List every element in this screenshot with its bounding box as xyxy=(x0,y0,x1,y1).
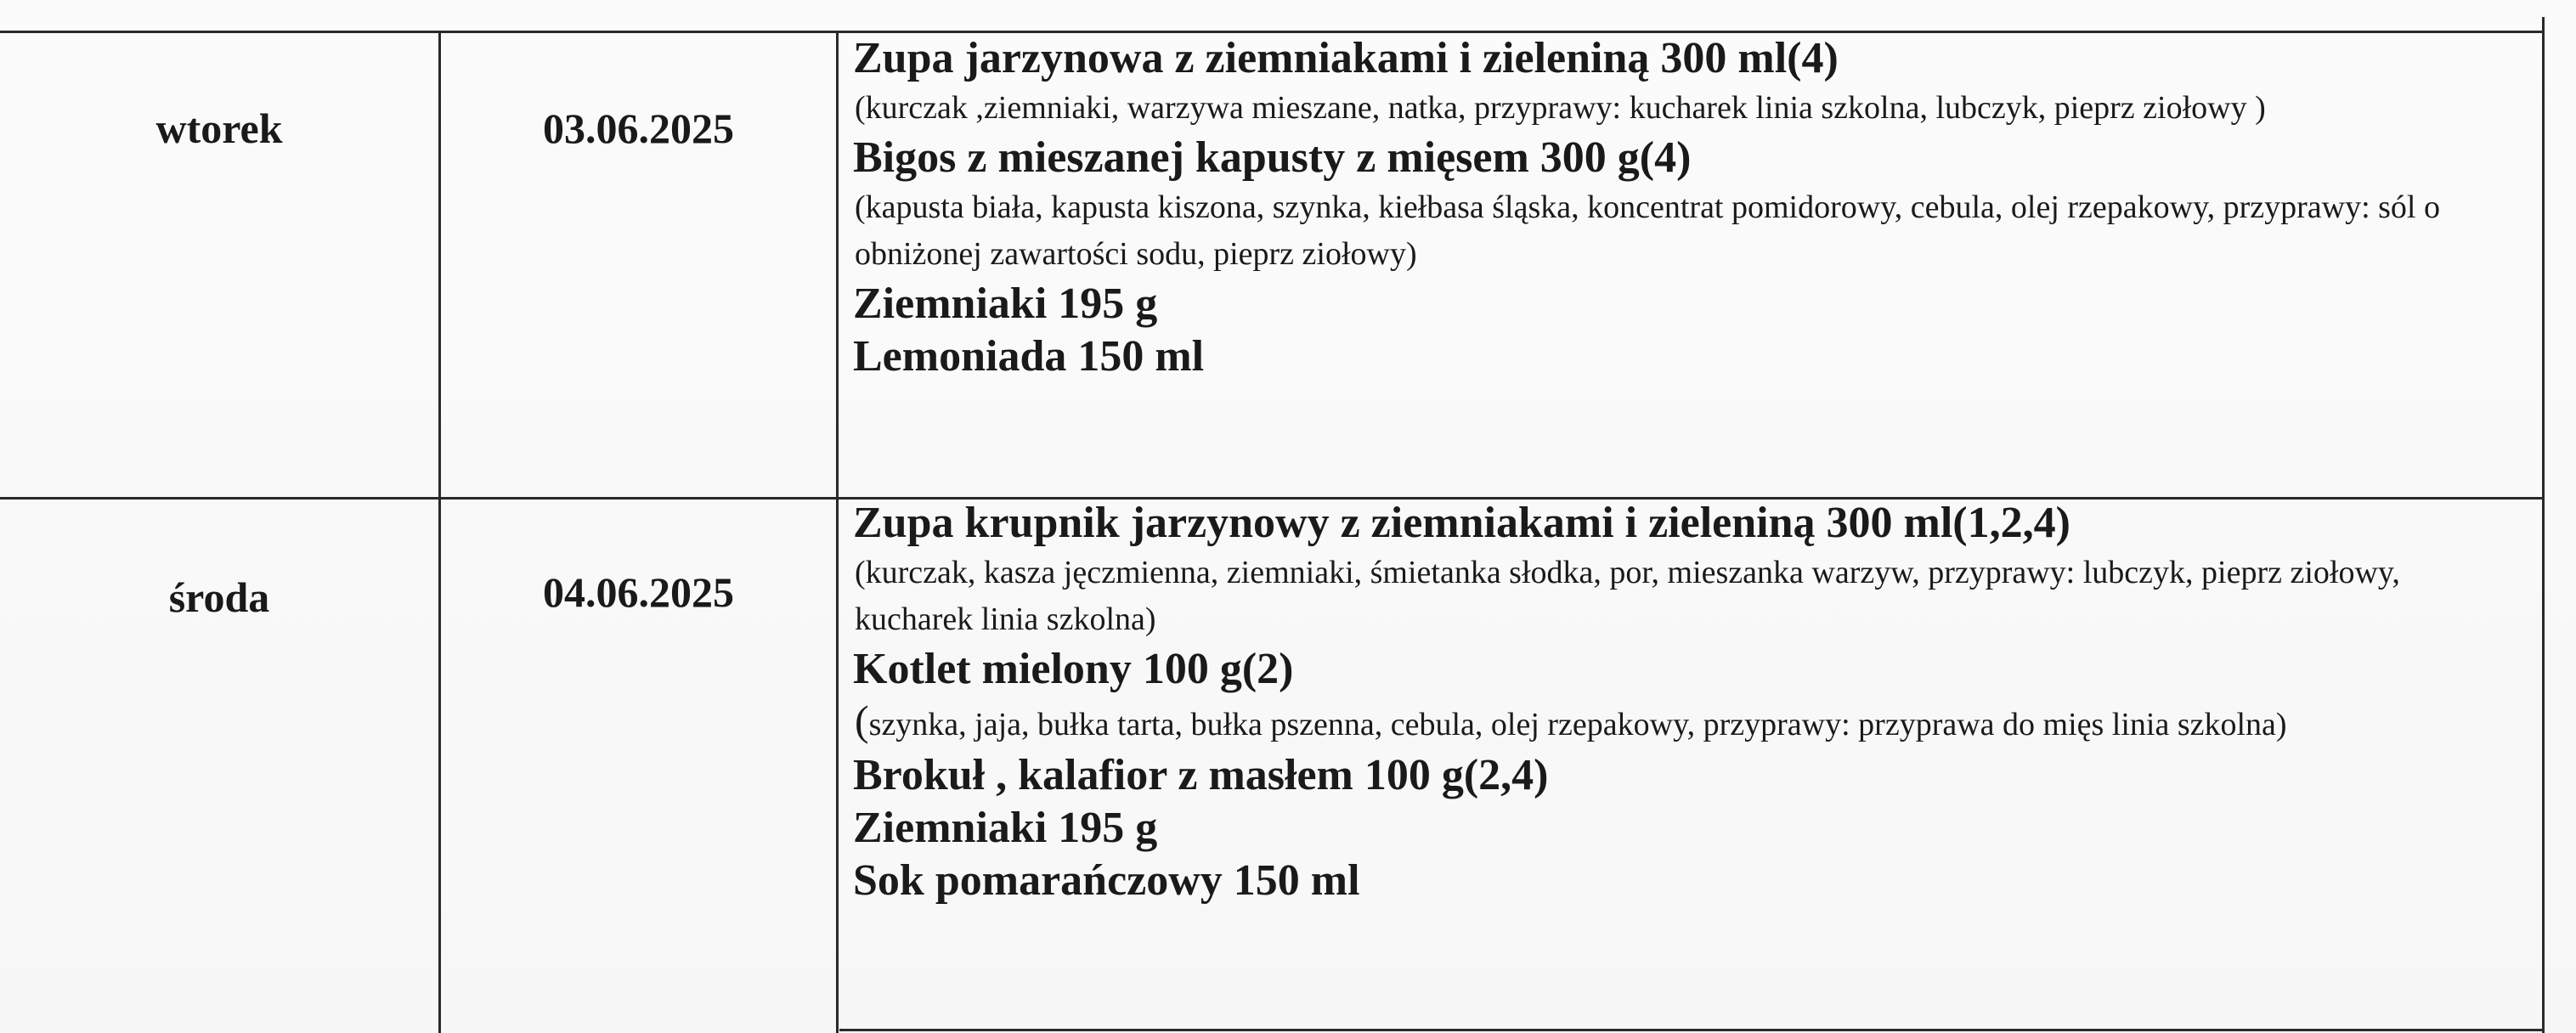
main-course-ingredients xyxy=(853,696,2503,749)
day-cell: środa xyxy=(168,573,270,621)
main-course-ingredients: (kapusta biała, kapusta kiszona, szynka, kiełbasa śląska, koncentrat pomidorowy, cebula, olej rzepakowy, przyprawy: sól o obniżonej zawartości sodu, pieprz ziołowy) xyxy=(855,189,2440,272)
soup-ingredients: (kurczak, kasza jęczmienna, ziemniaki, śmietanka słodka, por, mieszanka warzyw, przyprawy: lubczyk, pieprz ziołowy, kucharek linia szkolna) xyxy=(855,555,2400,637)
soup-title: Zupa jarzynowa z ziemniakami i zieleniną 300 ml(4) xyxy=(853,34,1839,82)
column-divider-date xyxy=(836,31,839,1033)
column-divider-day xyxy=(438,31,441,1033)
date-cell: 03.06.2025 xyxy=(543,104,734,152)
drink: Lemoniada 150 ml xyxy=(853,332,1205,381)
table-bottom-border xyxy=(839,1029,2545,1031)
menu-cell xyxy=(853,32,2518,383)
main-course-title: Bigos z mieszanej kapusty z mięsem 300 g(4) xyxy=(853,133,1692,182)
ingredients-open-paren: ( xyxy=(855,697,869,744)
vegetable-side: Brokuł , kalafior z masłem 100 g(2,4) xyxy=(853,751,1549,799)
main-course-title: Kotlet mielony 100 g(2) xyxy=(853,645,1294,693)
menu-cell xyxy=(853,497,2518,907)
ingredients-text: szynka, jaja, bułka tarta, bułka pszenna, cebula, olej rzepakowy, przyprawy: przyprawa do mięs linia szkolna) xyxy=(868,707,2287,742)
drink: Sok pomarańczowy 150 ml xyxy=(853,856,1360,905)
day-cell: wtorek xyxy=(155,104,283,152)
side-dish: Ziemniaki 195 g xyxy=(853,279,1158,328)
table-right-border xyxy=(2542,17,2545,1033)
soup-ingredients: (kurczak ,ziemniaki, warzywa mieszane, natka, przyprawy: kucharek linia szkolna, lubczyk, pieprz ziołowy ) xyxy=(855,90,2266,126)
side-dish: Ziemniaki 195 g xyxy=(853,804,1158,852)
date-cell: 04.06.2025 xyxy=(543,568,734,616)
soup-title: Zupa krupnik jarzynowy z ziemniakami i zieleniną 300 ml(1,2,4) xyxy=(853,499,2070,547)
